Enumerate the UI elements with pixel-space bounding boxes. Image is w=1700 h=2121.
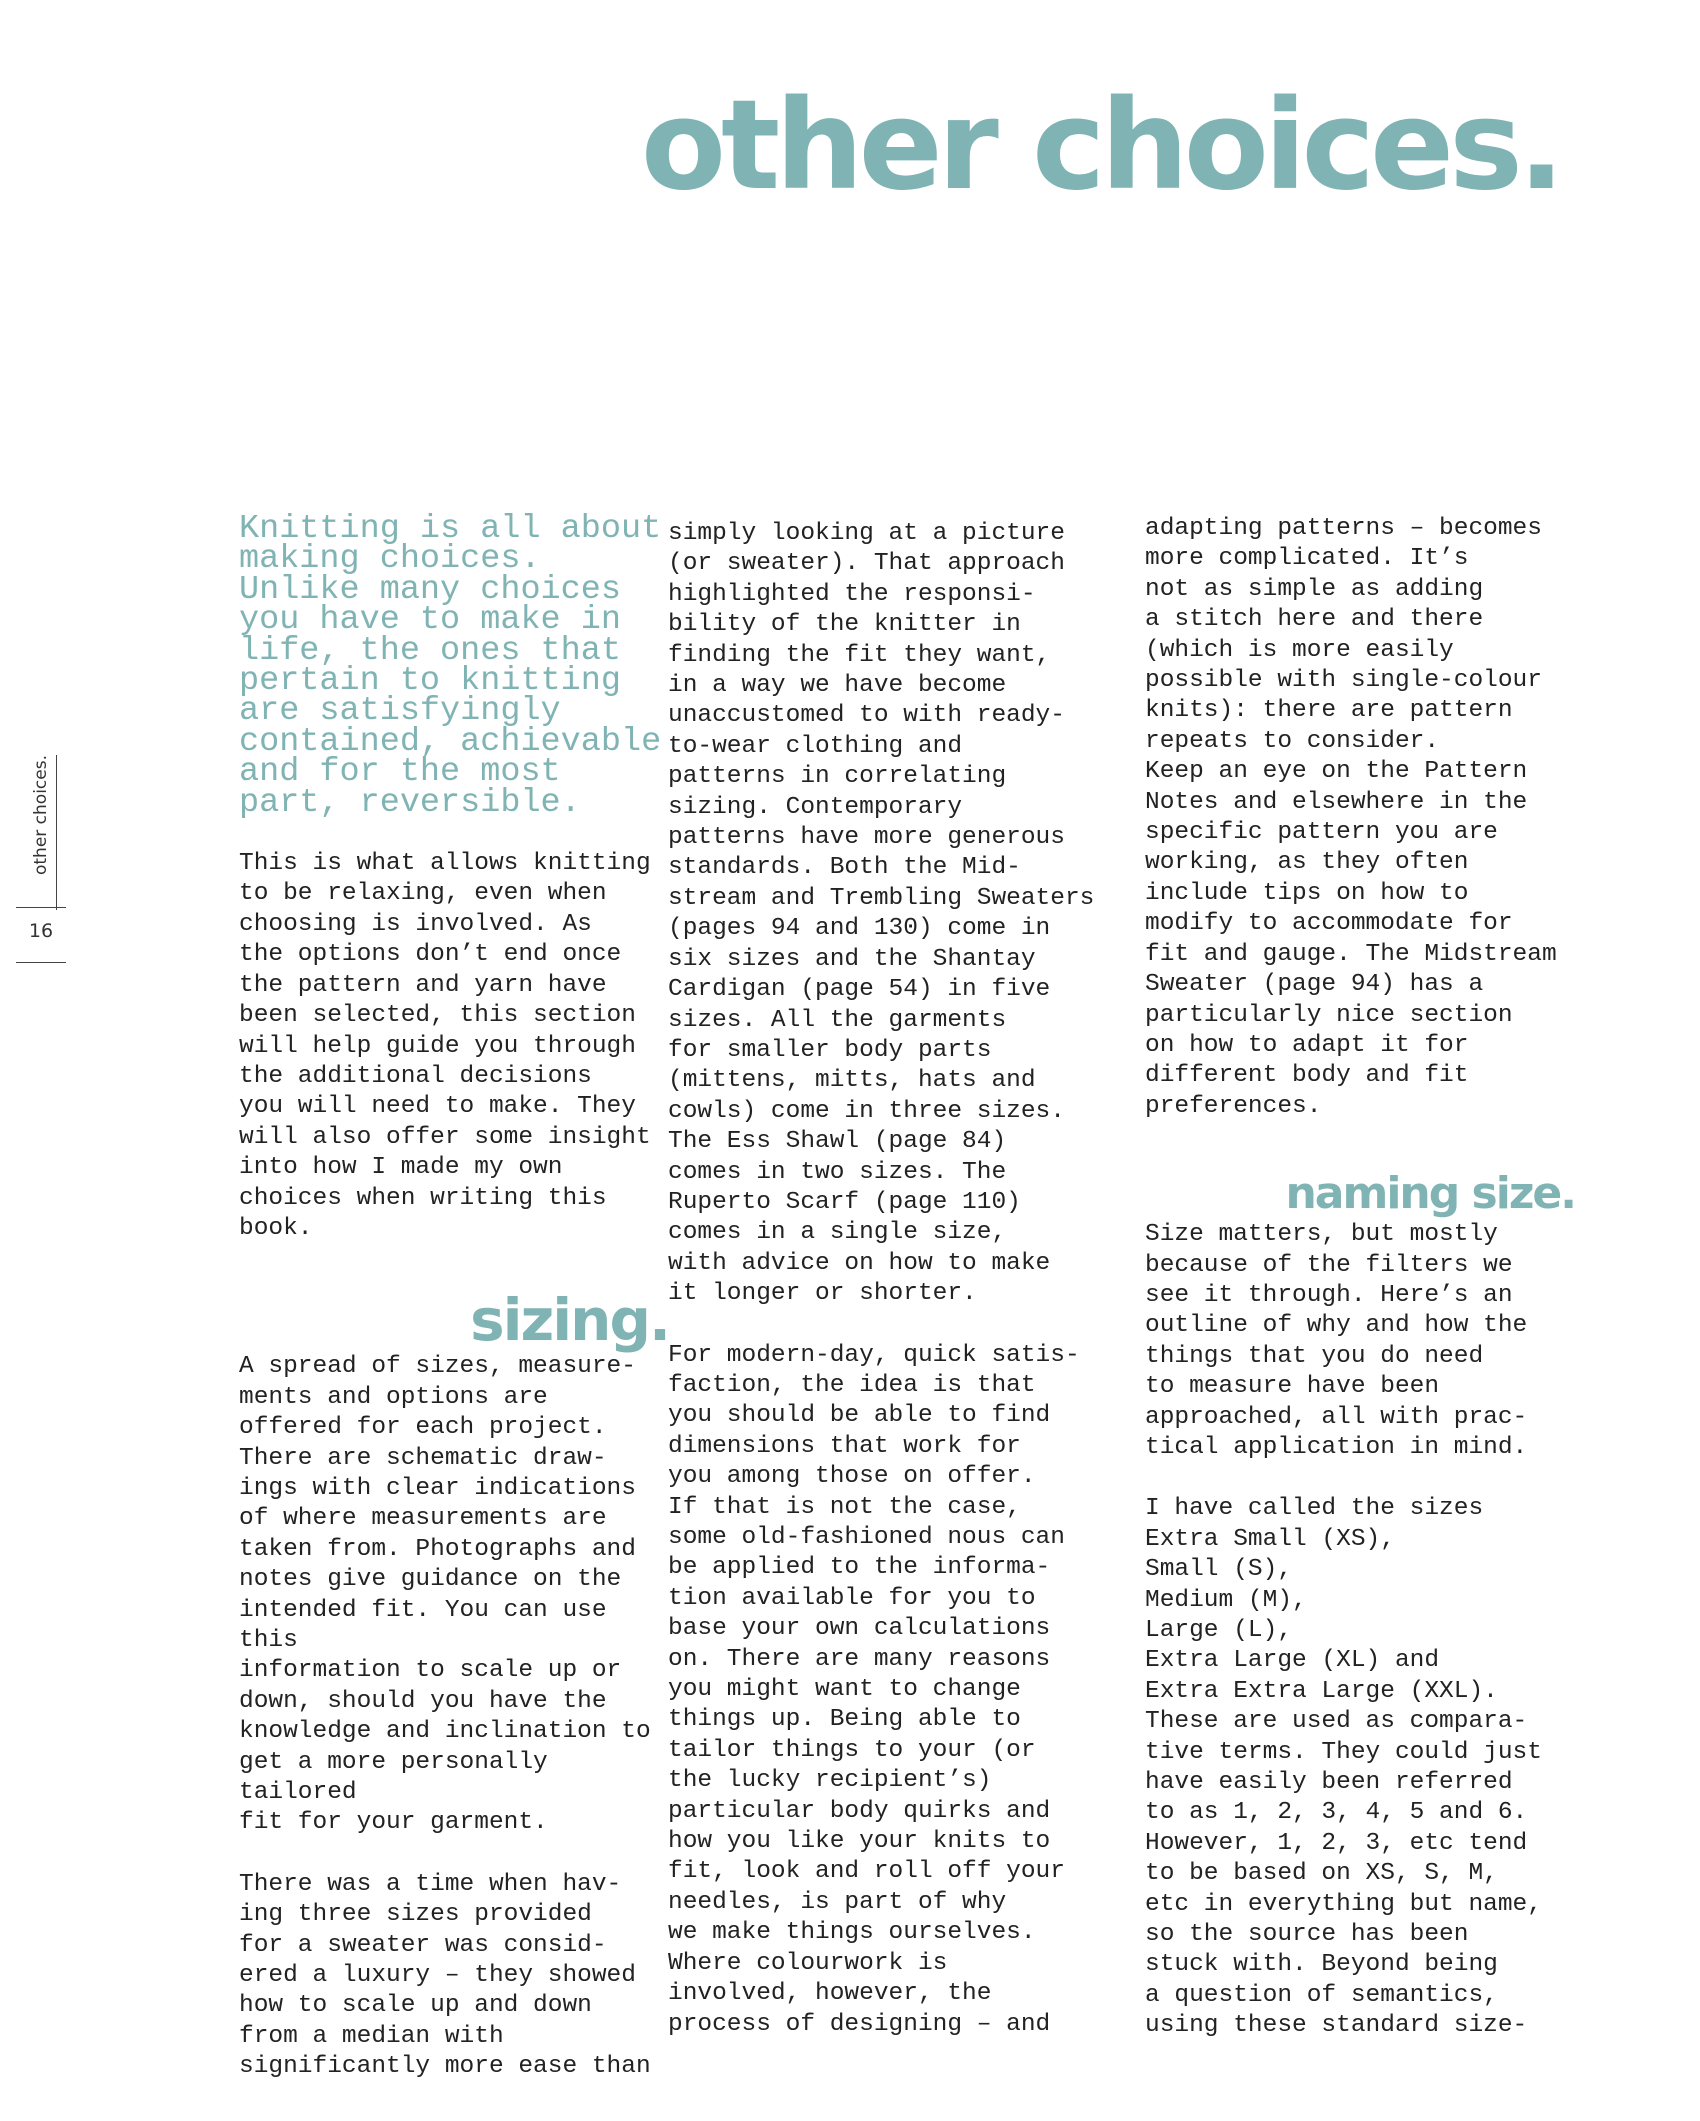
section-heading-sizing: sizing. — [470, 1286, 669, 1355]
side-section-label: other choices. — [31, 755, 51, 876]
page-number: 16 — [28, 920, 54, 942]
side-divider-line — [56, 755, 57, 910]
body-paragraph: There was a time when hav- ing three sizes provided for a sweater was consid- ered a luxury – they showed how to scale up and down from a median with significantly more ease than — [239, 1870, 651, 2081]
body-paragraph: This is what allows knitting to be relaxing, even when choosing is involved. As the options don’t end once the pattern and yarn have been selected, this section will help guide you through the additional decisions you will need to make. They will also offer some insight into how I made my own choices when writing this book. — [239, 850, 651, 1242]
body-paragraph: adapting patterns – becomes more complicated. It’s not as simple as adding a stitch here and there (which is more easily possible with single-colour knits): there are pattern repeats to consider. Keep an eye on the Pattern Notes and elsewhere in the specific pattern you are working, as they often include tips on how to modify to accommodate for fit and gauge. The Midstream Sweater (page 94) has a particularly nice section on how to adapt it for different body and fit preferences. — [1145, 515, 1557, 1120]
side-rule-top — [16, 907, 66, 908]
page-title: other choices. — [640, 74, 1560, 218]
column-2 — [668, 519, 1128, 2040]
body-paragraph: A spread of sizes, measure- ments and options are offered for each project. There are schematic draw- ings with clear indications of where measurements are taken from. Photographs and notes give guidance on the intended fit. You can use this information to scale up or down, should you have the knowledge and inclination to get a more personally tailored fit for your garment. — [239, 1353, 651, 1837]
column-3 — [1145, 514, 1575, 2042]
body-paragraph: Size matters, but mostly because of the filters we see it through. Here’s an outline of why and how the things that you do need to measure have been approached, all with prac- tical application in mind. — [1145, 1221, 1528, 1461]
body-paragraph: simply looking at a picture (or sweater). That approach highlighted the responsi- bility of the knitter in finding the fit they want, in a way we have become unaccustomed to with ready- to-wear clothing and patterns in correlating sizing. Contemporary patterns have more generous standards. Both the Mid- stream and Trembling Sweaters (pages 94 and 130) come in six sizes and the Shantay Cardigan (page 54) in five sizes. All the garments for smaller body parts (mittens, mitts, hats and cowls) come in three sizes. The Ess Shawl (page 84) comes in two sizes. The Ruperto Scarf (page 110) comes in a single size, with advice on how to make it longer or shorter. — [668, 520, 1095, 1308]
intro-paragraph: Knitting is all about making choices. Unlike many choices you have to make in life, the ones that pertain to knitting are satisfyingly contained, achievable and for the most part, reversible. — [239, 510, 662, 822]
side-rule-bottom — [16, 962, 66, 963]
body-paragraph: I have called the sizes Extra Small (XS), Small (S), Medium (M), Large (L), Extra Large (XL) and Extra Extra Large (XXL). These are used as compara- tive terms. They could just have easily been referred to as 1, 2, 3, 4, 5 and 6. However, 1, 2, 3, etc tend to be based on XS, S, M, etc in everything but name, so the source has been stuck with. Beyond being a question of semantics, using these standard size- — [1145, 1495, 1542, 2040]
column-1 — [239, 510, 669, 2083]
section-heading-naming-size: naming size. — [1285, 1168, 1575, 1220]
body-paragraph: For modern-day, quick satis- faction, the idea is that you should be able to find dimensions that work for you among those on offer. If that is not the case, some old-fashioned nous can be applied to the informa- tion available for you to base your own calculations on. There are many reasons you might want to change things up. Being able to tailor things to your (or the lucky recipient’s) particular body quirks and how you like your knits to fit, look and roll off your needles, is part of why we make things ourselves. Where colourwork is involved, however, the process of designing – and — [668, 1341, 1080, 2038]
